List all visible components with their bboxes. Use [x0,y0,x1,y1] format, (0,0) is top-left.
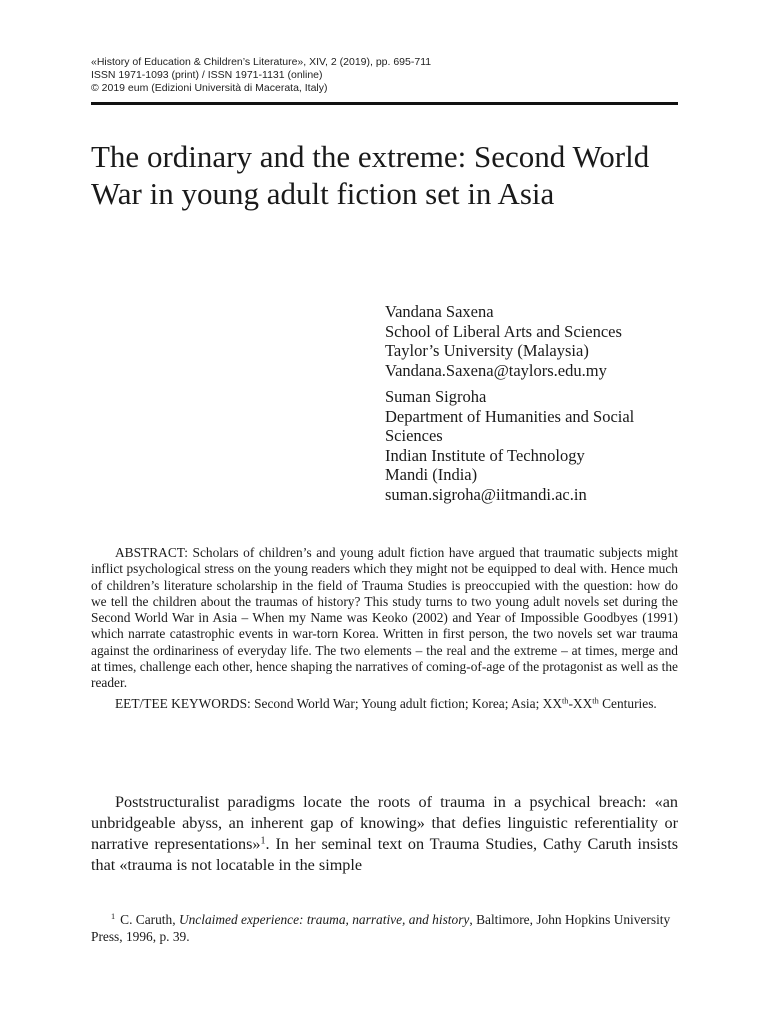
keywords-prefix: EET/TEE KEYWORDS: Second World War; Young adult fiction; Korea; Asia; XX [115,695,562,711]
journal-citation: «History of Education & Children’s Literature», XIV, 2 (2019), pp. 695-711 [91,56,432,68]
author-affiliations [385,302,685,504]
footnote-details: , Baltimore, John Hopkins University Press, 1996, p. 39. [91,912,671,944]
abstract-section [91,545,678,712]
abstract-text: ABSTRACT: Scholars of children’s and young adult fiction have argued that traumatic subjects might inflict psychological stress on the young readers which they might not be equipped to deal with. Hence much of children’s literature scholarship in the field of Trauma Studies is preoccupied with the question: how do we tell the children about the traumas of history? This study turns to two young adult novels set during the Second World War in Asia – When my Name was Keoko (2002) and Year of Impossible Goodbyes (1991) which narrate catastrophic events in war-torn Korea. Written in first person, the two novels set war trauma against the ordinariness of everyday life. The two elements – the real and the extreme – at times, merge and at times, challenge each other, hence shaping the narratives of coming-of-age of the protagonist as well as the reader. [91,545,678,691]
footnote-author: C. Caruth, [120,912,179,927]
author-block-1 [385,302,685,380]
journal-header [91,56,681,95]
footnote [91,911,678,945]
author-university: Taylor’s University (Malaysia) [385,341,589,360]
author-email: Vandana.Saxena@taylors.edu.my [385,360,607,380]
article-title: The ordinary and the extreme: Second World War in young adult fiction set in Asia [91,139,650,211]
keywords-mid: -XX [568,695,593,711]
body-text-end: . In her seminal text on Trauma Studies, Cathy Caruth insists that «trauma is not locatable in the simple [91,835,678,874]
footnote-book-title: Unclaimed experience: trauma, narrative, and history [178,912,470,927]
author-name: Vandana Saxena [385,302,494,321]
keywords-superscript: th [562,696,569,706]
header-rule [91,102,678,105]
body-paragraph [91,792,678,876]
author-block-2 [385,387,685,504]
author-department: Department of Humanities and Social Sciences [385,406,635,445]
keywords-suffix: Centuries. [598,695,657,711]
author-school: School of Liberal Arts and Sciences [385,321,622,341]
footnote-number: 1 [111,912,116,922]
author-email: suman.sigroha@iitmandi.ac.in [385,484,587,504]
body-text-start: Poststructuralist paradigms locate the roots of trauma in a psychical breach: «an unbridgeable abyss, an inherent gap of knowing» that defies linguistic referentiality or narrative representations» [91,793,678,853]
keywords [91,696,678,712]
footnote-reference: 1 [260,835,266,847]
journal-copyright: © 2019 eum (Edizioni Università di Macerata, Italy) [91,82,328,94]
author-name: Suman Sigroha [385,387,487,406]
keywords-superscript: th [592,696,599,706]
author-institute: Indian Institute of Technology [385,445,585,465]
journal-issn: ISSN 1971-1093 (print) / ISSN 1971-1131 (online) [91,69,323,81]
author-location: Mandi (India) [385,465,478,484]
